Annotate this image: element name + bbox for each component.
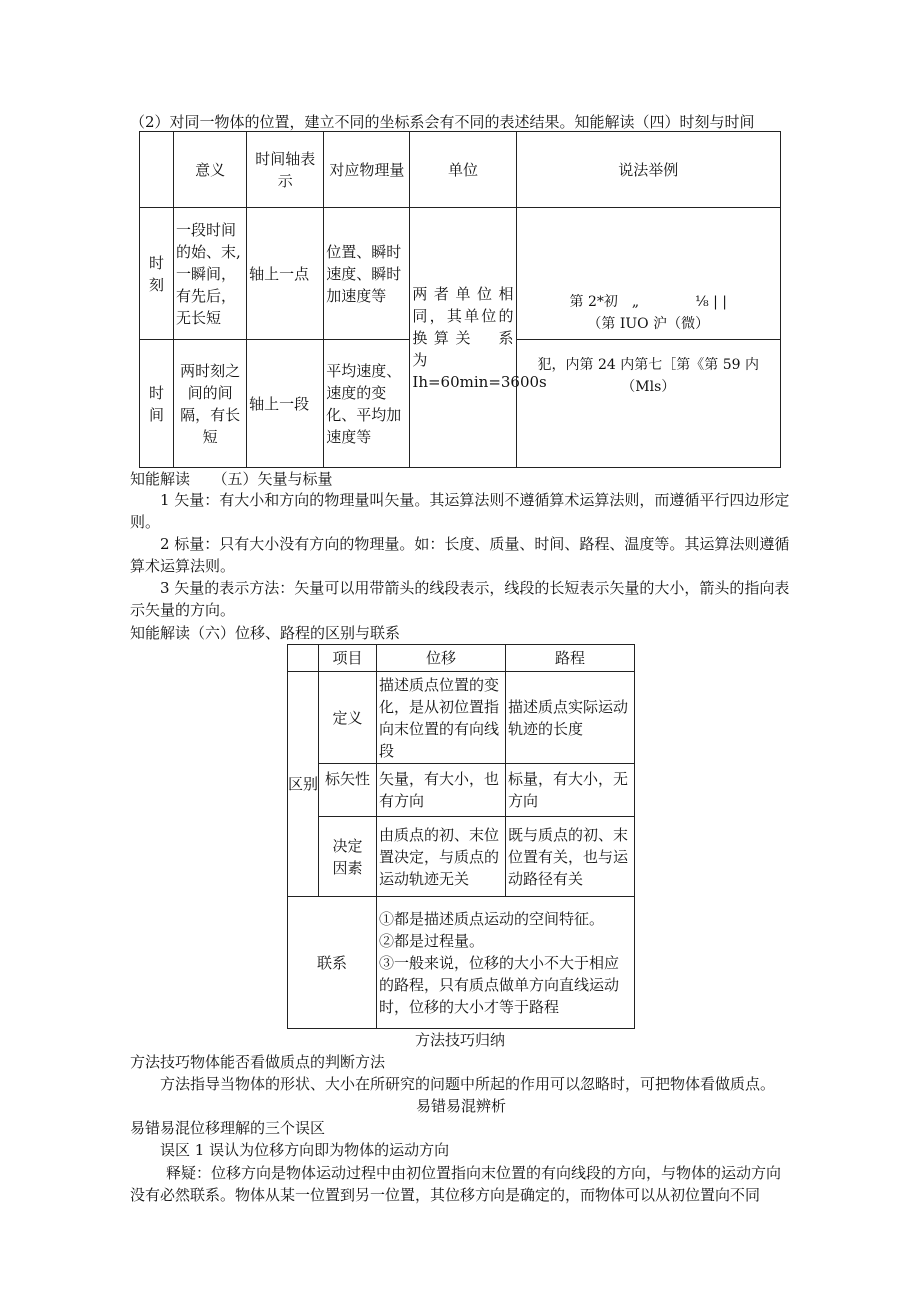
header-example: 说法举例 bbox=[516, 132, 780, 208]
link-point-2: ②都是过程量。 bbox=[379, 931, 485, 950]
section5-heading: 知能解读 （五）矢量与标量 bbox=[130, 470, 333, 488]
intro-line: （2）对同一物体的位置，建立不同的坐标系会有不同的表述结果。知能解读（四）时刻与时间 bbox=[130, 113, 755, 131]
section6-heading: 知能解读（六）位移、路程的区别与联系 bbox=[130, 624, 401, 642]
row-duration-axis: 轴上一段 bbox=[247, 340, 324, 468]
link-content bbox=[377, 897, 635, 1029]
t2-header-blank bbox=[288, 645, 319, 672]
row-duration-example bbox=[516, 340, 780, 468]
factors-distance: 既与质点的初、末位置有关，也与运动路径有关 bbox=[506, 817, 635, 897]
row-moment-meaning: 一段时间的始、末,一瞬间，有先后，无长短 bbox=[174, 208, 247, 340]
section5-para-1: 1 矢量：有大小和方向的物理量叫矢量。其运算法则不遵循算术运算法则，而遵循平行四边形定则。 bbox=[130, 491, 790, 531]
row-moment-example-1: 第 2*初 „ ⅛ | | bbox=[569, 294, 728, 310]
displacement-table bbox=[287, 644, 635, 1029]
definition-distance: 描述质点实际运动轨迹的长度 bbox=[506, 672, 635, 764]
t2-header-displacement: 位移 bbox=[377, 645, 506, 672]
unit-cell: 两者单位相同，其单位的换算关 系 为Ih=60min=3600s bbox=[410, 208, 516, 468]
vectorness-distance: 标量，有大小，无方向 bbox=[506, 764, 635, 817]
header-unit: 单位 bbox=[410, 132, 516, 208]
time-table bbox=[139, 131, 781, 468]
row-duration-quantity: 平均速度、速度的变化、平均加速度等 bbox=[324, 340, 410, 468]
definition-item: 定义 bbox=[319, 672, 377, 764]
t2-header-distance: 路程 bbox=[506, 645, 635, 672]
row-duration-example-2: （Mls） bbox=[621, 379, 676, 395]
header-meaning: 意义 bbox=[174, 132, 247, 208]
definition-displacement: 描述质点位置的变化，是从初位置指向末位置的有向线段 bbox=[377, 672, 506, 764]
mistakes-title: 易错易混辨析 bbox=[416, 1097, 507, 1115]
mistake-item-1: 误区 1 误认为位移方向即为物体的运动方向 bbox=[160, 1141, 450, 1159]
header-quantity: 对应物理量 bbox=[324, 132, 410, 208]
row-duration-label: 时间 bbox=[140, 340, 174, 468]
row-duration-meaning: 两时刻之间的间隔，有长短 bbox=[174, 340, 247, 468]
group-label: 区别 bbox=[288, 672, 319, 897]
link-point-1: ①都是描述质点运动的空间特征。 bbox=[379, 909, 605, 928]
row-moment-quantity: 位置、瞬时速度、瞬时加速度等 bbox=[324, 208, 410, 340]
link-point-3: ③一般来说，位移的大小不大于相应的路程，只有质点做单方向直线运动时，位移的大小才等于路程 bbox=[379, 953, 620, 1016]
link-label: 联系 bbox=[288, 897, 377, 1029]
row-moment-example bbox=[516, 208, 780, 340]
header-axis: 时间轴表示 bbox=[247, 132, 324, 208]
vectorness-displacement: 矢量，有大小，也有方向 bbox=[377, 764, 506, 817]
factors-displacement: 由质点的初、末位置决定，与质点的运动轨迹无关 bbox=[377, 817, 506, 897]
factors-item: 决定因素 bbox=[319, 817, 377, 897]
methods-text: 方法指导当物体的形状、大小在所研究的问题中所起的作用可以忽略时，可把物体看做质点。 bbox=[160, 1075, 776, 1093]
row-moment-axis: 轴上一点 bbox=[247, 208, 324, 340]
methods-title: 方法技巧归纳 bbox=[415, 1031, 506, 1049]
header-blank bbox=[140, 132, 174, 208]
section5-para-2: 2 标量：只有大小没有方向的物理量。如：长度、质量、时间、路程、温度等。其运算法则遵循算术运算法则。 bbox=[130, 535, 790, 575]
mistakes-heading: 易错易混位移理解的三个误区 bbox=[130, 1119, 326, 1137]
t2-header-item: 项目 bbox=[319, 645, 377, 672]
vectorness-item: 标矢性 bbox=[319, 764, 377, 817]
row-moment-label: 时 刻 bbox=[140, 208, 174, 340]
row-duration-example-1: 犯，内第 24 内第七［第《第 59 内 bbox=[537, 357, 759, 373]
section5-para-3: 3 矢量的表示方法：矢量可以用带箭头的线段表示，线段的长短表示矢量的大小，箭头的指向表示矢量的方向。 bbox=[130, 579, 790, 619]
row-moment-example-2: （第 IUO 沪（微） bbox=[587, 316, 710, 332]
methods-heading: 方法技巧物体能否看做质点的判断方法 bbox=[130, 1053, 386, 1071]
mistake-explanation: 释疑：位移方向是物体运动过程中由初位置指向末位置的有向线段的方向，与物体的运动方向没有必然联系。物体从某一位置到另一位置，其位移方向是确定的，而物体可以从初位置向不同 bbox=[130, 1164, 782, 1204]
